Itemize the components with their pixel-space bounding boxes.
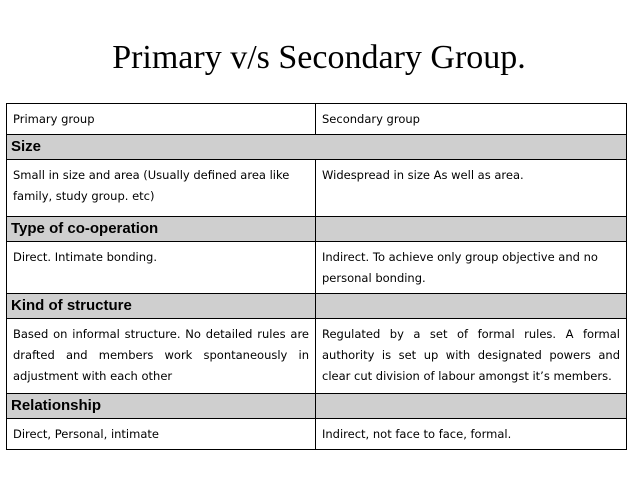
cell-primary-size: Small in size and area (Usually defined area like family, study group. etc)	[7, 160, 316, 217]
section-row-size	[7, 135, 627, 160]
cell-secondary-relationship: Indirect, not face to face, formal.	[316, 419, 627, 450]
section-heading-structure: Kind of structure	[7, 294, 316, 319]
slide-title: Primary v/s Secondary Group.	[112, 39, 526, 76]
section-heading-cooperation: Type of co-operation	[7, 217, 316, 242]
cell-primary-structure: Based on informal structure. No detailed rules are drafted and members work spontaneously in adjustment with each other	[7, 319, 316, 394]
section-heading-size: Size	[7, 135, 627, 160]
table-row-size	[7, 160, 627, 217]
section-row-structure	[7, 294, 627, 319]
section-row-cooperation	[7, 217, 627, 242]
table-row-structure	[7, 319, 627, 394]
cell-secondary-size: Widespread in size As well as area.	[316, 160, 627, 217]
column-header-primary: Primary group	[7, 104, 316, 135]
cell-primary-relationship: Direct, Personal, intimate	[7, 419, 316, 450]
table-row-cooperation	[7, 242, 627, 294]
section-heading-cooperation-blank	[316, 217, 627, 242]
cell-secondary-structure: Regulated by a set of formal rules. A formal authority is set up with designated powers and clear cut division of labour amongst it’s members.	[316, 319, 627, 394]
section-heading-relationship-blank	[316, 394, 627, 419]
table-row-relationship	[7, 419, 627, 450]
section-row-relationship	[7, 394, 627, 419]
table-header-row	[7, 104, 627, 135]
cell-primary-cooperation: Direct. Intimate bonding.	[7, 242, 316, 294]
section-heading-structure-blank	[316, 294, 627, 319]
cell-secondary-cooperation: Indirect. To achieve only group objective and no personal bonding.	[316, 242, 627, 294]
section-heading-relationship: Relationship	[7, 394, 316, 419]
comparison-table	[6, 103, 627, 450]
column-header-secondary: Secondary group	[316, 104, 627, 135]
